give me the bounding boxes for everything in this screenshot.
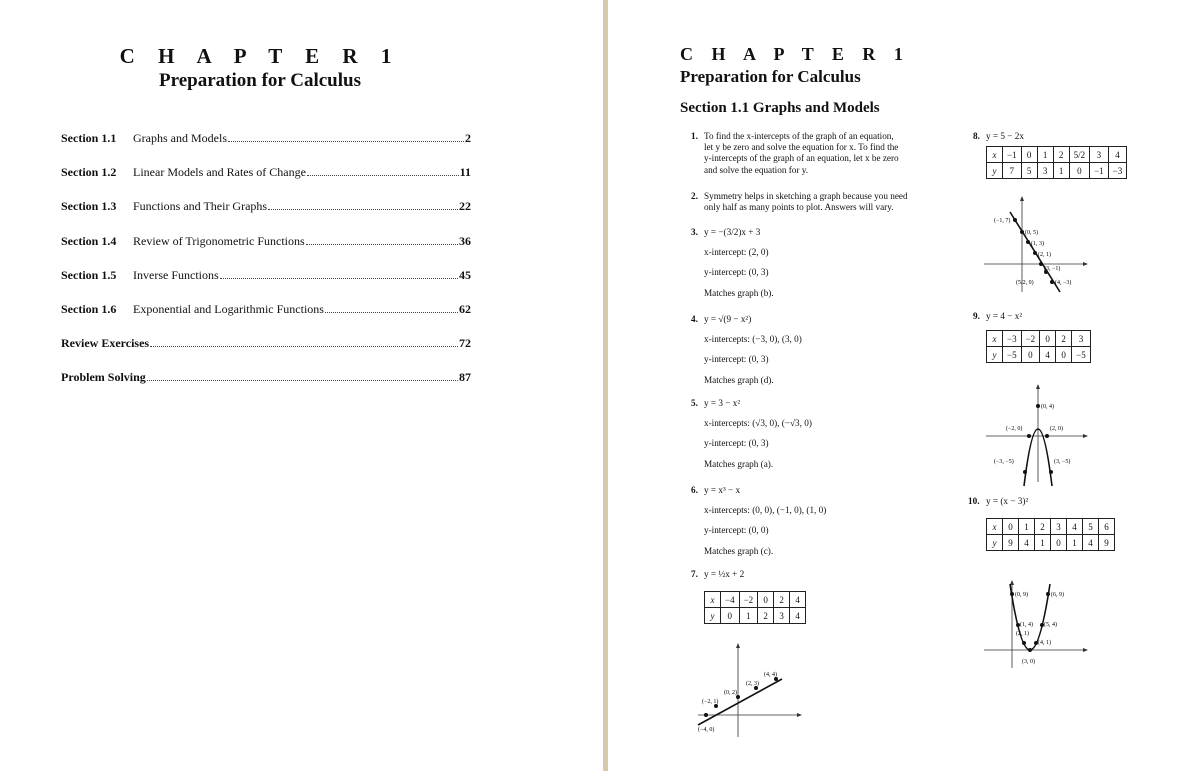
section-heading: Section 1.1 Graphs and Models [680, 100, 880, 116]
toc-title: Review Exercises [61, 336, 150, 351]
toc-row[interactable] [61, 131, 471, 165]
y-intercept: y-intercept: (0, 3) [704, 354, 769, 365]
toc-leader [150, 346, 458, 347]
table-cell: −1 [1003, 147, 1022, 163]
table-cell: y [987, 163, 1003, 179]
chapter-label: C H A P T E R 1 [680, 44, 910, 64]
table-cell: 0 [1003, 519, 1019, 535]
point-label: (2, 1) [1016, 631, 1029, 637]
table-cell: 3 [1037, 163, 1053, 179]
table-cell: 2 [1035, 519, 1051, 535]
toc-page-number: 45 [459, 267, 471, 282]
point-label: (3, −1) [1044, 266, 1061, 272]
toc-page-number: 22 [459, 199, 471, 214]
toc-leader [307, 175, 459, 176]
table-cell: 6 [1099, 519, 1115, 535]
point-label: (3, −5) [1054, 459, 1071, 465]
table-cell: 4 [1019, 535, 1035, 551]
toc-title: Problem Solving [61, 370, 146, 385]
exercise-1 [691, 131, 954, 176]
x-intercept: x-intercept: (2, 0) [704, 247, 769, 258]
toc-row[interactable] [61, 234, 471, 268]
point-label: (−2, 0) [1006, 426, 1023, 432]
table-cell: 7 [1003, 163, 1022, 179]
table-cell: −4 [721, 592, 740, 608]
table-cell: 0 [1069, 163, 1090, 179]
table-cell: 4 [790, 592, 806, 608]
graph-ex9 [982, 382, 1092, 492]
point-label: (−4, 0) [698, 727, 715, 733]
toc-row[interactable] [61, 165, 471, 199]
table-cell: 0 [1051, 535, 1067, 551]
toc-page-number: 62 [459, 301, 471, 316]
table-cell: 2 [1056, 331, 1072, 347]
point-label: (2, 1) [1038, 252, 1051, 258]
exercise-number: 1. [691, 131, 698, 141]
table-cell: 4 [1067, 519, 1083, 535]
toc-title: Linear Models and Rates of Change [133, 165, 306, 180]
table-cell: 3 [774, 608, 790, 624]
table-cell: x [987, 519, 1003, 535]
point-label: (1, 3) [1031, 241, 1044, 247]
point-label: (5, 4) [1044, 622, 1057, 628]
x-intercept: x-intercepts: (0, 0), (−1, 0), (1, 0) [704, 505, 827, 516]
point-label: (0, 4) [1041, 404, 1054, 410]
table-cell: 1 [1037, 147, 1053, 163]
toc-leader [306, 244, 458, 245]
toc-section-number: Section 1.6 [61, 301, 117, 316]
values-table [986, 330, 1091, 363]
values-table [986, 518, 1115, 551]
toc-leader [147, 380, 458, 381]
equation: y = 4 − x² [986, 311, 1023, 321]
table-cell: 0 [1056, 347, 1072, 363]
table-cell: 4 [1108, 147, 1127, 163]
exercise-number: 8. [973, 131, 980, 141]
table-cell: −5 [1003, 347, 1022, 363]
exercise-2 [691, 191, 954, 213]
point-label: (−3, −5) [994, 459, 1014, 465]
right-page [608, 0, 1193, 771]
table-cell: 1 [1035, 535, 1051, 551]
table-cell: −2 [739, 592, 758, 608]
point-label: (2, 3) [746, 681, 759, 687]
chapter-title: Preparation for Calculus [680, 67, 861, 86]
exercise-5 [691, 398, 954, 470]
exercise-text: let y be zero and solve the equation for x. To find the [704, 142, 899, 153]
table-cell: 1 [739, 608, 758, 624]
table-cell: 2 [1053, 147, 1069, 163]
toc-leader [220, 278, 458, 279]
x-intercept: x-intercepts: (√3, 0), (−√3, 0) [704, 418, 812, 429]
table-cell: 4 [790, 608, 806, 624]
point-label: (4, 1) [1038, 640, 1051, 646]
chapter-label: C H A P T E R 1 [119, 44, 401, 68]
graph-match: Matches graph (a). [704, 458, 774, 469]
exercise-10 [968, 496, 1186, 507]
point-label: (−1, 7) [994, 218, 1011, 224]
table-cell: −2 [1021, 331, 1040, 347]
exercise-text: and solve the equation for y. [704, 164, 809, 175]
table-cell: 0 [1021, 147, 1037, 163]
equation: y = 5 − 2x [986, 131, 1024, 141]
table-cell: x [987, 147, 1003, 163]
toc-row[interactable] [61, 336, 471, 370]
table-cell: 3 [1072, 331, 1091, 347]
table-cell: 5 [1083, 519, 1099, 535]
table-cell: 2 [774, 592, 790, 608]
toc-row[interactable] [61, 268, 471, 302]
chapter-title: Preparation for Calculus [159, 70, 361, 91]
exercise-number: 9. [973, 311, 980, 321]
table-cell: 2 [758, 608, 774, 624]
exercise-number: 4. [691, 314, 698, 324]
values-table [704, 591, 806, 624]
table-cell: 3 [1090, 147, 1109, 163]
point-label: (0, 2) [724, 690, 737, 696]
toc-leader [228, 141, 464, 142]
graph-match: Matches graph (d). [704, 374, 774, 385]
toc-row[interactable] [61, 302, 471, 336]
table-cell: 0 [1021, 347, 1040, 363]
values-table [986, 146, 1127, 179]
equation: y = ½x + 2 [704, 569, 745, 579]
graph-ex10 [982, 578, 1092, 673]
toc-leader [268, 209, 458, 210]
equation: y = −(3/2)x + 3 [704, 227, 761, 237]
toc-section-number: Section 1.2 [61, 165, 117, 180]
toc-leader [325, 312, 458, 313]
table-cell: −5 [1072, 347, 1091, 363]
point-label: (1, 4) [1020, 622, 1033, 628]
table-cell: 9 [1099, 535, 1115, 551]
y-intercept: y-intercept: (0, 3) [704, 438, 769, 449]
exercise-text: Symmetry helps in sketching a graph because you need [704, 191, 908, 201]
table-cell: 3 [1051, 519, 1067, 535]
exercise-number: 6. [691, 485, 698, 495]
equation: y = √(9 − x²) [704, 314, 752, 324]
table-cell: x [705, 592, 721, 608]
point-label: (6, 9) [1051, 592, 1064, 598]
exercise-number: 5. [691, 398, 698, 408]
exercise-7 [691, 569, 954, 580]
table-cell: 5/2 [1069, 147, 1090, 163]
graph-ex7 [696, 641, 806, 741]
toc-page-number: 36 [459, 233, 471, 248]
toc-title: Inverse Functions [133, 267, 219, 282]
graph-match: Matches graph (b). [704, 287, 774, 298]
table-cell: 1 [1019, 519, 1035, 535]
exercise-8 [973, 131, 1186, 142]
toc-row[interactable] [61, 370, 471, 404]
table-cell: 5 [1021, 163, 1037, 179]
toc-section-number: Section 1.1 [61, 131, 117, 145]
table-cell: 0 [721, 608, 740, 624]
table-cell: −3 [1003, 331, 1022, 347]
table-cell: −1 [1090, 163, 1109, 179]
toc-section-number: Section 1.5 [61, 267, 117, 282]
table-cell: 1 [1067, 535, 1083, 551]
toc-title: Functions and Their Graphs [133, 199, 268, 214]
toc-title: Graphs and Models [133, 131, 227, 145]
x-intercept: x-intercepts: (−3, 0), (3, 0) [704, 334, 802, 345]
table-cell: 4 [1083, 535, 1099, 551]
exercise-text: y-intercepts of the graph of an equation, let x be zero [704, 153, 899, 164]
point-label: (−2, 1) [702, 699, 719, 705]
exercise-3 [691, 227, 954, 299]
toc-section-number: Section 1.4 [61, 233, 117, 248]
table-cell: x [987, 331, 1003, 347]
exercise-6 [691, 485, 954, 557]
toc-title: Review of Trigonometric Functions [133, 233, 305, 248]
point-label: (4, 4) [764, 672, 777, 678]
point-label: (0, 5) [1025, 230, 1038, 236]
graph-ex8 [982, 194, 1092, 294]
toc-page-number: 2 [465, 131, 471, 145]
toc-section-number: Section 1.3 [61, 199, 117, 214]
point-label: (4, −3) [1055, 280, 1072, 286]
toc-row[interactable] [61, 199, 471, 233]
table-cell: y [987, 535, 1003, 551]
table-cell: −3 [1108, 163, 1127, 179]
y-intercept: y-intercept: (0, 3) [704, 267, 769, 278]
equation: y = x³ − x [704, 485, 741, 495]
point-label: (3, 0) [1022, 659, 1035, 665]
y-intercept: y-intercept: (0, 0) [704, 525, 769, 536]
exercise-text: only half as many points to plot. Answers will vary. [704, 202, 894, 213]
table-cell: 9 [1003, 535, 1019, 551]
exercise-text: To find the x-intercepts of the graph of an equation, [704, 131, 894, 141]
equation: y = 3 − x² [704, 398, 741, 408]
exercise-9 [973, 311, 1186, 322]
exercise-number: 7. [691, 569, 698, 579]
table-cell: 0 [758, 592, 774, 608]
toc-page-number: 72 [459, 336, 471, 351]
table-cell: y [705, 608, 721, 624]
toc-page-number: 87 [459, 370, 471, 385]
exercise-number: 10. [968, 496, 980, 506]
graph-match: Matches graph (c). [704, 545, 774, 556]
exercise-number: 3. [691, 227, 698, 237]
table-cell: y [987, 347, 1003, 363]
table-cell: 1 [1053, 163, 1069, 179]
toc-title: Exponential and Logarithmic Functions [133, 301, 324, 316]
point-label: (5/2, 0) [1016, 280, 1034, 286]
table-cell: 4 [1040, 347, 1056, 363]
table-cell: 0 [1040, 331, 1056, 347]
toc-page-number: 11 [459, 165, 471, 180]
exercise-number: 2. [691, 191, 698, 201]
table-of-contents [61, 131, 471, 405]
point-label: (2, 0) [1050, 426, 1063, 432]
point-label: (0, 9) [1015, 592, 1028, 598]
exercise-4 [691, 314, 954, 386]
equation: y = (x − 3)² [986, 496, 1029, 506]
